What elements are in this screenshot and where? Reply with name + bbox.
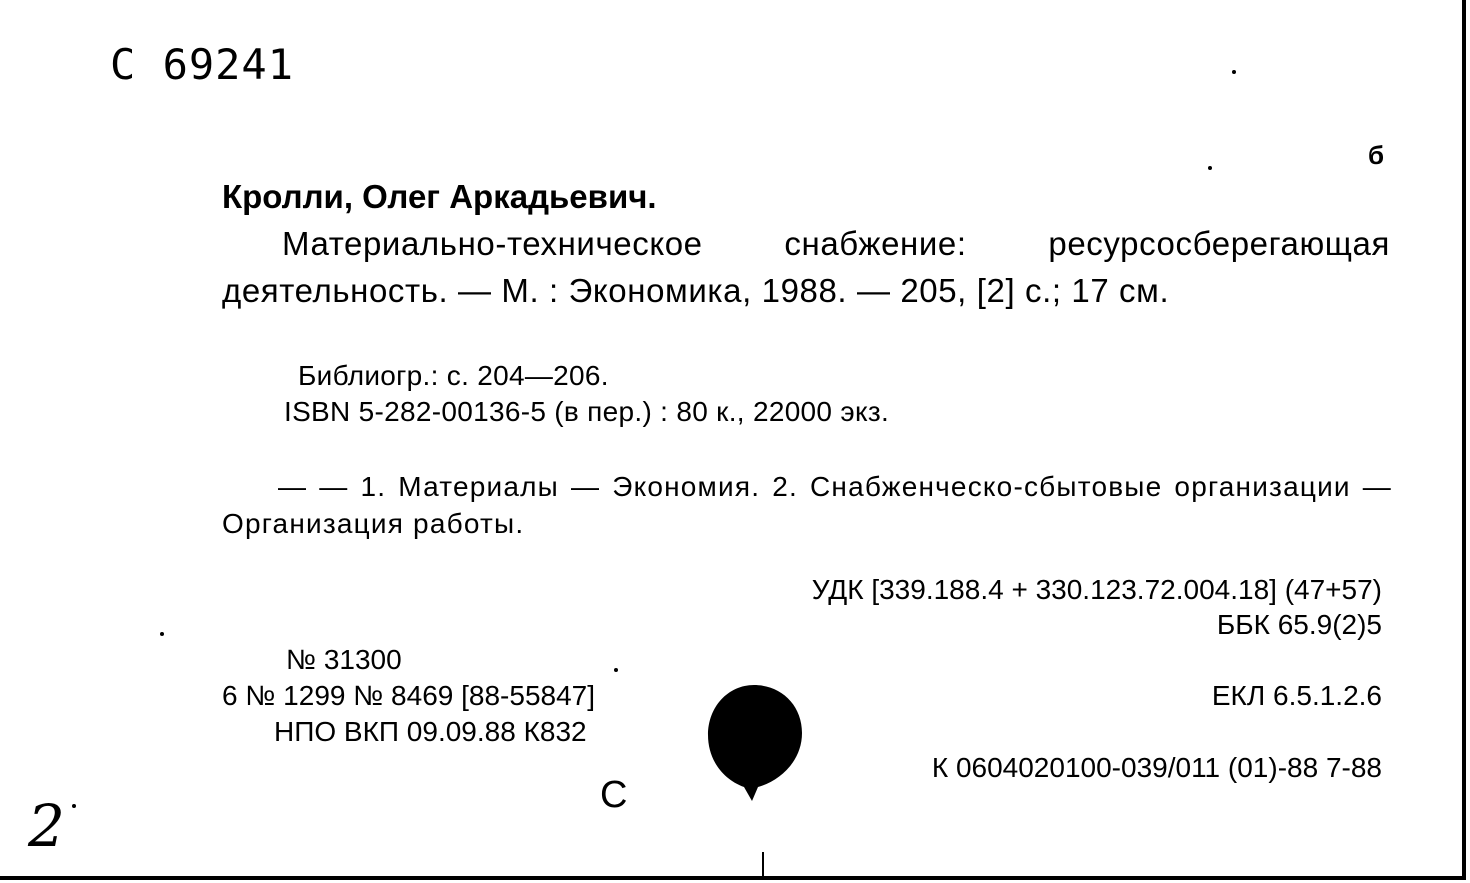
speck — [1232, 70, 1236, 74]
corner-mark: б — [1367, 140, 1384, 170]
speck — [72, 804, 76, 808]
k-code: К 0604020100-039/011 (01)-88 7-88 — [931, 752, 1382, 783]
handwritten-mark: 2 — [28, 792, 65, 860]
udk-classification: УДК [339.188.4 + 330.123.72.004.18] (47+57) — [811, 574, 1382, 605]
speck — [1208, 166, 1212, 170]
isbn-line: ISBN 5-282-00136-5 (в пер.) : 80 к., 22000 экз. — [284, 396, 890, 427]
speck — [160, 632, 164, 636]
bbk-classification: ББК 65.9(2)5 — [1216, 609, 1382, 640]
bibliography-note: Библиогр.: с. 204—206. — [298, 360, 609, 391]
record-number: № 31300 — [286, 644, 402, 675]
tick-mark — [762, 852, 764, 876]
subject-headings: — — 1. Материалы — Экономия. 2. Снабженческо-сбытовые организации — Организация работы. — [222, 471, 1392, 539]
c-letter: С — [600, 774, 628, 816]
author-heading: Кролли, Олег Аркадьевич. — [222, 178, 657, 215]
speck — [614, 668, 618, 672]
ekl-classification: ЕКЛ 6.5.1.2.6 — [1211, 680, 1382, 711]
call-number: С 69241 — [110, 40, 295, 89]
acquisition-line: 6 № 1299 № 8469 [88-55847] — [222, 680, 596, 711]
bibliographic-description: Материально-техническое снабжение: ресурсосберегающая деятельность. — М. : Экономика, 1988. — 205, [2] с.; 17 см. — [222, 225, 1390, 309]
publisher-line: НПО ВКП 09.09.88 К832 — [274, 716, 587, 747]
round-ink-stamp-icon — [706, 683, 806, 803]
